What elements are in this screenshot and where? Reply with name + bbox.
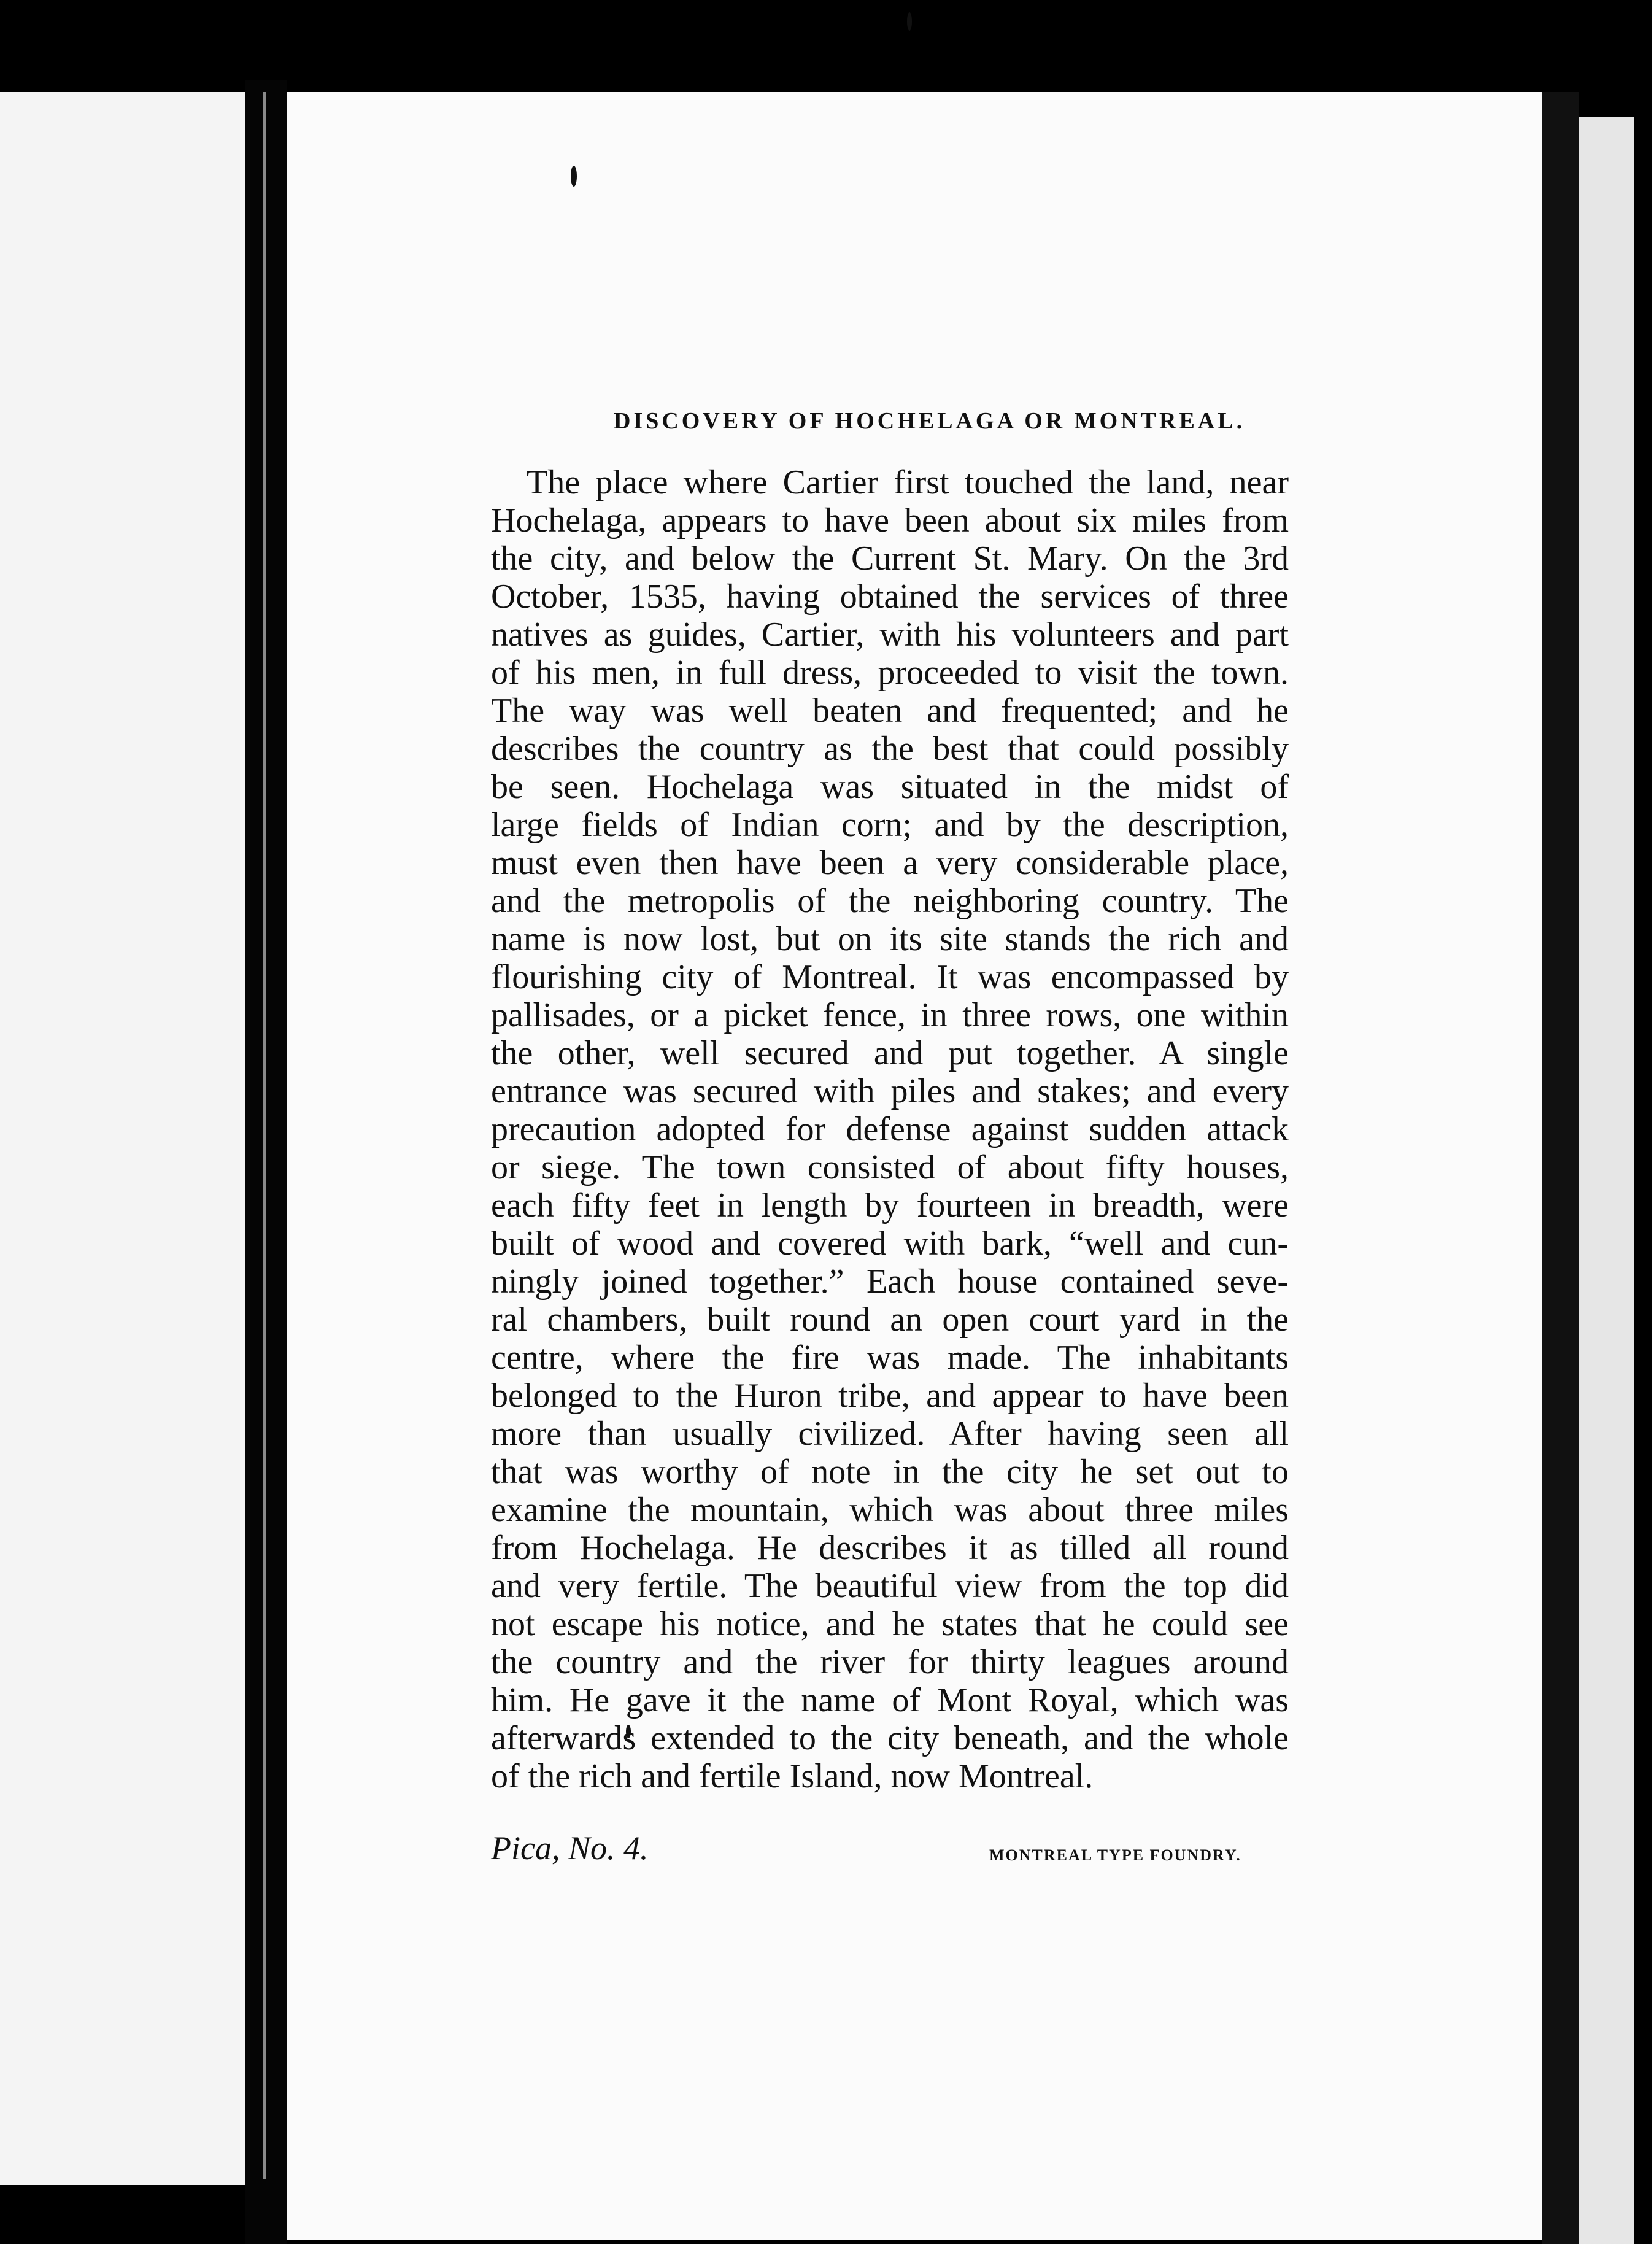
text-line: be seen. Hochelaga was situated in the midst of (491, 768, 1289, 806)
text-line: examine the mountain, which was about three miles (491, 1491, 1289, 1529)
text-line: centre, where the fire was made. The inhabitants (491, 1339, 1289, 1377)
text-line: The way was well beaten and frequented; and he (491, 692, 1289, 730)
text-line: more than usually civilized. After having seen all (491, 1415, 1289, 1453)
text-line: entrance was secured with piles and stakes; and every (491, 1072, 1289, 1110)
text-line: describes the country as the best that could possibly (491, 730, 1289, 768)
right-page-strip (1579, 117, 1634, 2244)
type-specimen-label: Pica, No. 4. (491, 1830, 649, 1867)
text-line: of the rich and fertile Island, now Montreal. (491, 1757, 1094, 1795)
text-line: pallisades, or a picket fence, in three rows, one within (491, 996, 1289, 1034)
text-line: must even then have been a very considerable place, (491, 844, 1289, 882)
left-page-margin (0, 92, 245, 2185)
text-line: belonged to the Huron tribe, and appear to have been (491, 1377, 1289, 1415)
text-line: ral chambers, built round an open court yard in the (491, 1301, 1289, 1339)
text-line: that was worthy of note in the city he set out to (491, 1453, 1289, 1491)
text-line: from Hochelaga. He describes it as tilled all round (491, 1529, 1289, 1567)
body-text (491, 463, 1289, 1795)
text-line: flourishing city of Montreal. It was encompassed by (491, 958, 1289, 996)
text-line: The place where Cartier first touched the land, near (527, 463, 1289, 501)
text-line: large fields of Indian corn; and by the description, (491, 806, 1289, 844)
foundry-name: MONTREAL TYPE FOUNDRY. (989, 1846, 1241, 1864)
text-line: the city, and below the Current St. Mary. On the 3rd (491, 540, 1289, 578)
text-line: each fifty feet in length by fourteen in breadth, were (491, 1186, 1289, 1225)
page-right-edge (1542, 92, 1579, 2244)
text-line: of his men, in full dress, proceeded to visit the town. (491, 654, 1289, 692)
text-line: name is now lost, but on its site stands the rich and (491, 920, 1289, 958)
text-line: the other, well secured and put together. A single (491, 1034, 1289, 1072)
text-line: natives as guides, Cartier, with his volunteers and part (491, 616, 1289, 654)
scan-speck (571, 166, 577, 187)
text-line: and the metropolis of the neighboring country. The (491, 882, 1289, 920)
text-line: afterwards extended to the city beneath, and the whole (491, 1719, 1289, 1757)
book-gutter (245, 80, 287, 2244)
text-line: ningly joined together.” Each house contained seve- (491, 1263, 1289, 1301)
text-line: or siege. The town consisted of about fifty houses, (491, 1148, 1289, 1186)
text-line: Hochelaga, appears to have been about six miles from (491, 501, 1289, 540)
text-line: built of wood and covered with bark, “well and cun- (491, 1225, 1289, 1263)
gutter-line (263, 92, 266, 2179)
text-line: him. He gave it the name of Mont Royal, which was (491, 1681, 1289, 1719)
page-heading: DISCOVERY OF HOCHELAGA OR MONTREAL. (614, 408, 1246, 434)
text-line: and very fertile. The beautiful view from the top did (491, 1567, 1289, 1605)
text-line: precaution adopted for defense against sudden attack (491, 1110, 1289, 1148)
text-line: October, 1535, having obtained the services of three (491, 578, 1289, 616)
scan-speck (907, 12, 912, 31)
text-line: the country and the river for thirty leagues around (491, 1643, 1289, 1681)
text-line: not escape his notice, and he states that he could see (491, 1605, 1289, 1643)
